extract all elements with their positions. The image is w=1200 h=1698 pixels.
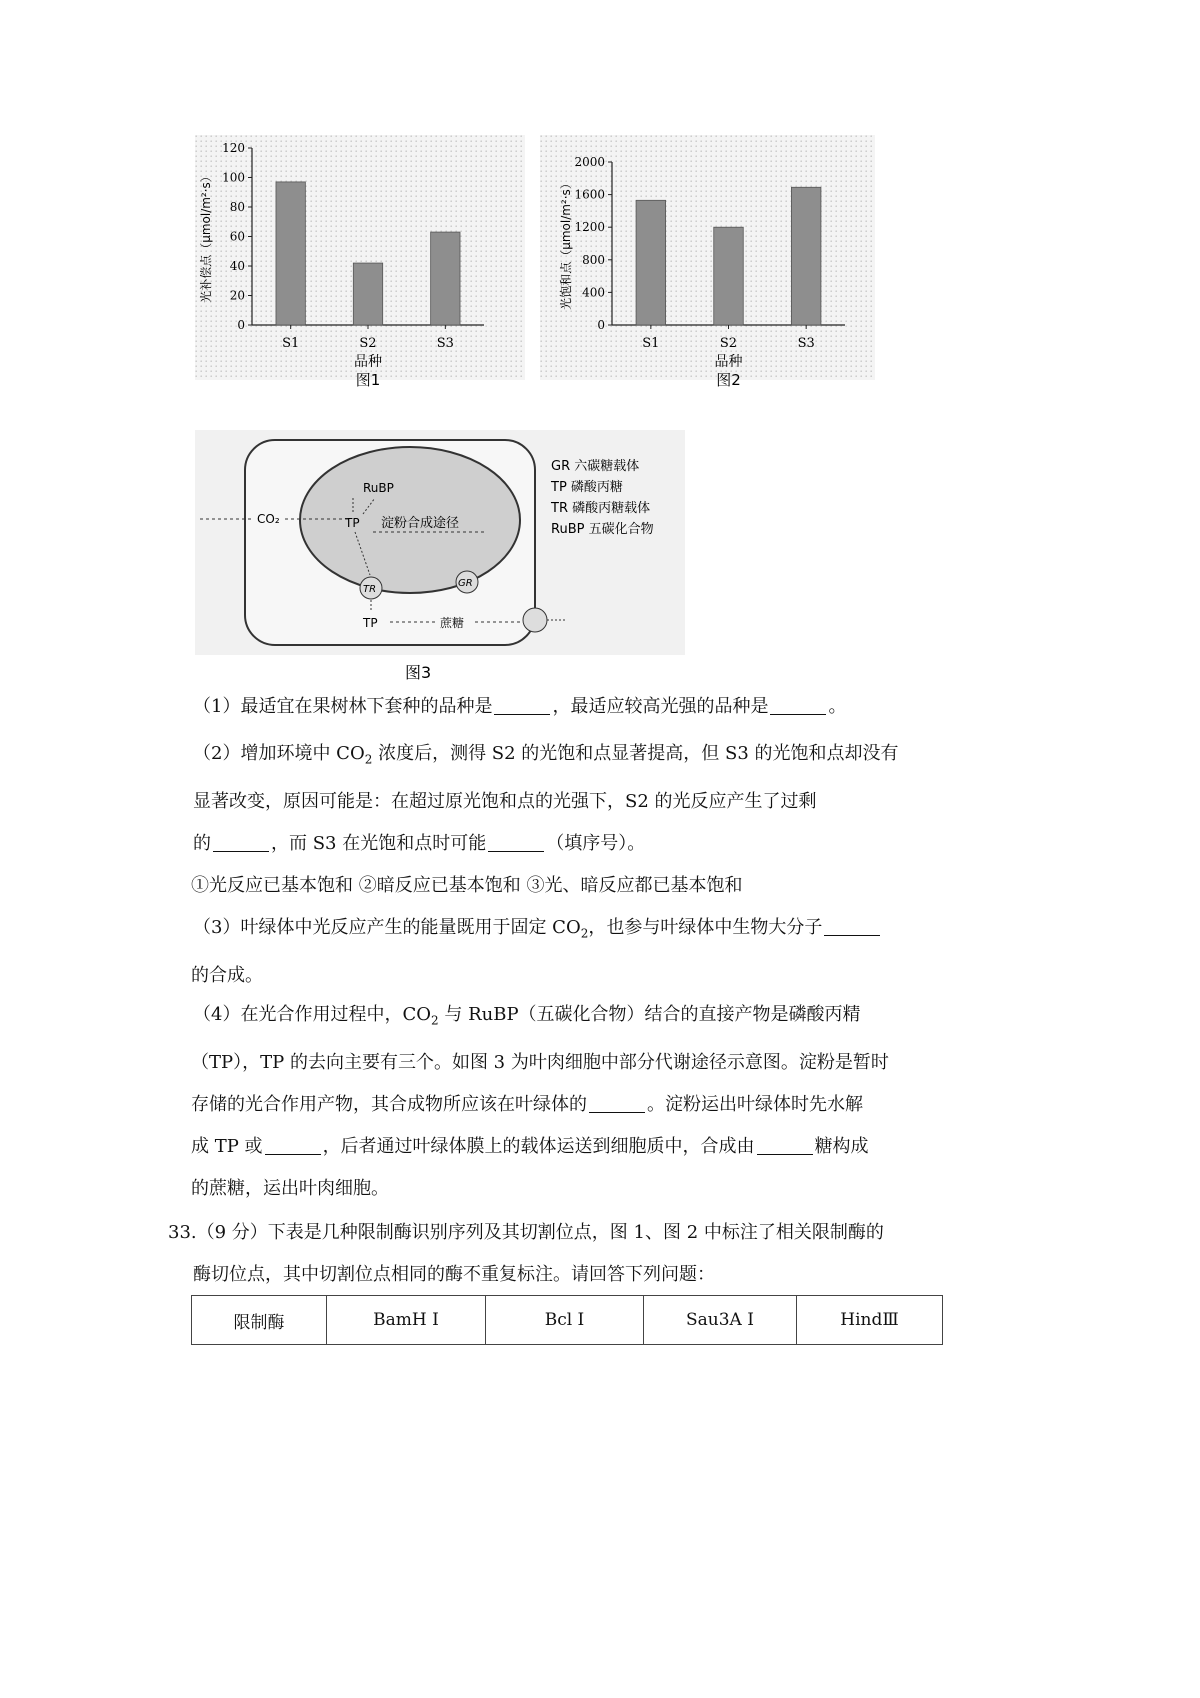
q33-line-1: 33.（9 分）下表是几种限制酶识别序列及其切割位点，图 1、图 2 中标注了相关限制酶的 (168, 1222, 884, 1243)
figure-2-bar-s3 (791, 187, 821, 325)
table-cell-sau3ai: Sau3A Ⅰ (644, 1296, 797, 1345)
legend-tp: TP 磷酸丙糖 (551, 480, 623, 495)
figure-1-y-tick-label: 0 (237, 318, 245, 332)
q4-line-5: 的蔗糖，运出叶肉细胞。 (191, 1177, 389, 1199)
gr-label: GR (458, 578, 473, 589)
figure-1-x-tick-label: S2 (359, 336, 377, 351)
figure-1-y-tick-label: 20 (229, 288, 245, 303)
figure-2-x-tick-label: S3 (797, 336, 815, 351)
co2-label: CO₂ (257, 512, 280, 526)
question-3 (193, 907, 943, 997)
tp-outer-label: TP (363, 616, 378, 630)
figure-1-y-tick-label: 60 (229, 229, 245, 244)
q4-text-4c: 糖构成 (814, 1135, 869, 1157)
figure-1-x-tick-label: S1 (282, 336, 300, 351)
q2-line-1 (193, 733, 943, 781)
q3-line-1 (193, 907, 943, 955)
subscript-2: 2 (580, 926, 589, 941)
figure-2-x-tick-label: S1 (642, 336, 660, 351)
q4-blank-2 (265, 1136, 321, 1155)
q2-text-3a: 的 (193, 832, 211, 854)
figure-2-y-tick-label: 800 (582, 252, 605, 267)
question-33 (168, 1212, 948, 1296)
q2-text-1: （2）增加环境中 CO (193, 743, 365, 764)
figure-1-bar-s2 (353, 263, 382, 325)
q2-options: ①光反应已基本饱和 ②暗反应已基本饱和 ③光、暗反应都已基本饱和 (191, 874, 743, 896)
question-4 (193, 994, 943, 1210)
q2-text-1b: 浓度后，测得 S2 的光饱和点显著提高，但 S3 的光饱和点却没有 (372, 743, 899, 764)
figure-1-bar-s1 (276, 182, 305, 325)
q2-text-3b: ，而 S3 在光饱和点时可能 (271, 832, 487, 854)
q4-text-1b: 与 RuBP（五碳化合物）结合的直接产物是磷酸丙精 (438, 1004, 861, 1025)
table-cell-hindiii: HindⅢ (797, 1296, 943, 1345)
subscript-2: 2 (430, 1013, 439, 1028)
q4-line-3 (191, 1084, 943, 1126)
rubp-label: RuBP (363, 481, 394, 495)
figure-2-bar-s2 (714, 227, 744, 325)
q4-text-4b: ，后者通过叶绿体膜上的载体运送到细胞质中，合成由 (322, 1135, 755, 1157)
starch-pathway-label: 淀粉合成途径 (381, 516, 460, 531)
figure-2-bar-s1 (636, 200, 666, 325)
table-cell-bcli: Bcl Ⅰ (486, 1296, 644, 1345)
figure-1-y-tick-label: 100 (222, 170, 245, 185)
figure-2-y-tick-label: 1600 (574, 187, 605, 202)
figure-3-diagram (195, 430, 685, 685)
figure-2-y-tick-label: 0 (597, 318, 605, 332)
q3-line-2: 的合成。 (191, 964, 263, 986)
q2-text-3c: （填序号）。 (546, 832, 646, 854)
q4-blank-3 (757, 1136, 813, 1155)
q3-text-1a: （3）叶绿体中光反应产生的能量既用于固定 CO (193, 917, 581, 938)
figure-1-chart (195, 135, 525, 400)
q1-text-a: （1）最适宜在果树林下套种的品种是 (193, 696, 493, 717)
q4-text-3a: 存储的光合作用产物，其合成物所应该在叶绿体的 (191, 1093, 587, 1115)
figure-1-caption: 图1 (355, 371, 381, 389)
legend-gr: GR 六碳糖载体 (551, 459, 640, 474)
membrane-transporter (523, 608, 547, 632)
q4-line-2: （TP），TP 的去向主要有三个。如图 3 为叶肉细胞中部分代谢途径示意图。淀粉是暂时 (191, 1051, 889, 1073)
figure-1-y-tick-label: 40 (229, 259, 245, 273)
figure-2-y-tick-label: 1200 (574, 220, 605, 235)
figure-1-y-tick-label: 80 (229, 200, 245, 214)
q2-blank-1 (213, 833, 269, 852)
figure-1-bar-s3 (431, 232, 460, 325)
table-header-enzyme: 限制酶 (192, 1296, 327, 1345)
q4-blank-1 (589, 1094, 645, 1113)
figure-2-chart (540, 135, 875, 400)
figure-1-y-axis-label: 光补偿点（μmol/m²·s） (199, 170, 213, 303)
subscript-2: 2 (364, 752, 373, 767)
legend-tr: TR 磷酸丙糖载体 (551, 501, 651, 516)
q3-text-1b: ，也参与叶绿体中生物大分子 (588, 917, 823, 938)
figure-2-y-tick-label: 2000 (574, 155, 605, 169)
q2-blank-2 (488, 833, 544, 852)
q2-line-2: 显著改变，原因可能是：在超过原光饱和点的光强下，S2 的光反应产生了过剩 (193, 790, 817, 812)
q1-blank-1 (494, 696, 550, 715)
legend-rubp: RuBP 五碳化合物 (551, 522, 654, 537)
q2-line-3 (193, 823, 943, 865)
figure-3-caption: 图3 (405, 663, 432, 682)
figure-1-y-tick-label: 120 (222, 141, 245, 155)
q4-line-4 (191, 1126, 943, 1168)
q1-blank-2 (770, 696, 826, 715)
figure-2-y-tick-label: 400 (582, 285, 605, 300)
figure-1-x-axis-label: 品种 (354, 354, 382, 370)
tp-inner-label: TP (345, 516, 360, 530)
q4-line-1 (193, 994, 943, 1042)
figure-2-x-tick-label: S2 (719, 336, 738, 351)
q4-text-4a: 成 TP 或 (191, 1135, 263, 1157)
table-cell-bamhi: BamH Ⅰ (327, 1296, 486, 1345)
enzyme-table (191, 1295, 943, 1345)
figure-2-caption: 图2 (716, 371, 741, 389)
question-2 (193, 733, 943, 907)
q1-text-b: ，最适应较高光强的品种是 (552, 696, 769, 717)
sucrose-label: 蔗糖 (440, 616, 465, 630)
q4-text-1a: （4）在光合作用过程中，CO (193, 1004, 431, 1025)
figure-2-x-axis-label: 品种 (714, 354, 743, 370)
q33-line-2: 酶切位点，其中切割位点相同的酶不重复标注。请回答下列问题： (193, 1264, 715, 1285)
q3-blank-1 (824, 917, 880, 936)
q4-text-3b: 。淀粉运出叶绿体时先水解 (647, 1093, 863, 1115)
question-1 (193, 686, 943, 728)
figure-1-x-tick-label: S3 (436, 336, 454, 351)
q1-text-c: 。 (828, 696, 847, 717)
figure-2-y-axis-label: 光饱和点（μmol/m²·s） (559, 177, 573, 310)
table-row (192, 1296, 943, 1345)
tr-label: TR (363, 584, 377, 595)
